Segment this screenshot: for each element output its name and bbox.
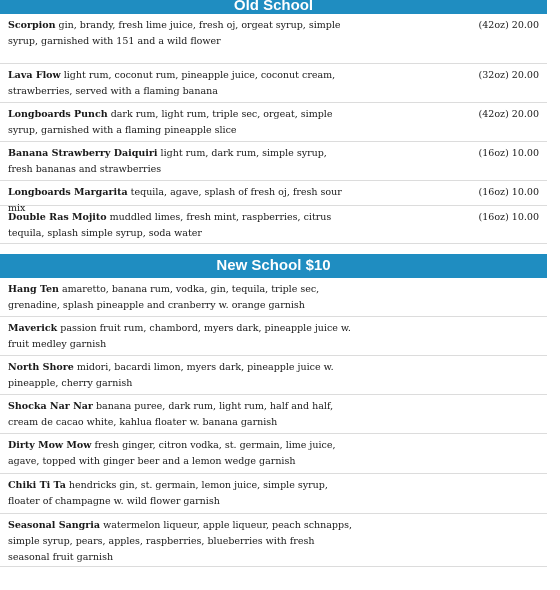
item-price: (42oz) 20.00 bbox=[478, 109, 539, 120]
menu-item bbox=[0, 356, 547, 395]
item-description: passion fruit rum, chambord, myers dark, pineapple juice w. fruit medley garnish bbox=[8, 323, 351, 350]
item-description: dark rum, light rum, triple sec, orgeat, simple syrup, garnished with a flaming pineapple slice bbox=[8, 109, 333, 136]
menu-item bbox=[0, 317, 547, 356]
item-name: Hang Ten bbox=[8, 284, 59, 295]
item-name: Shocka Nar Nar bbox=[8, 401, 93, 412]
item-description: light rum, dark rum, simple syrup, fresh bananas and strawberries bbox=[8, 148, 327, 175]
old-school-list bbox=[0, 14, 560, 244]
item-name: Chiki Ti Ta bbox=[8, 480, 66, 491]
item-description: tequila, agave, splash of fresh oj, fresh sour mix bbox=[8, 187, 342, 214]
item-description: hendricks gin, st. germain, lemon juice, simple syrup, floater of champagne w. wild flower garnish bbox=[8, 480, 328, 507]
item-name: Banana Strawberry Daiquiri bbox=[8, 148, 158, 159]
menu-item bbox=[0, 181, 547, 214]
item-description: light rum, coconut rum, pineapple juice, coconut cream, strawberries, served with a flaming banana bbox=[8, 70, 336, 97]
menu-item bbox=[0, 514, 547, 567]
item-price: (32oz) 20.00 bbox=[478, 70, 539, 81]
item-description: fresh ginger, citron vodka, st. germain, lime juice, agave, topped with ginger beer and a lemon wedge garnish bbox=[8, 440, 336, 467]
menu-item bbox=[0, 395, 547, 434]
menu-item bbox=[0, 64, 547, 103]
section-header-new-school: New School $10 bbox=[0, 254, 547, 278]
item-name: Scorpion bbox=[8, 20, 56, 31]
item-name: Dirty Mow Mow bbox=[8, 440, 92, 451]
menu-item bbox=[0, 206, 547, 244]
menu-item bbox=[0, 474, 547, 514]
menu-item bbox=[0, 278, 547, 317]
new-school-list bbox=[0, 278, 560, 567]
item-description: amaretto, banana rum, vodka, gin, tequila, triple sec, grenadine, splash pineapple and cranberry w. orange garnish bbox=[8, 284, 320, 311]
item-description: banana puree, dark rum, light rum, half and half, cream de cacao white, kahlua floater w. banana garnish bbox=[8, 401, 334, 428]
menu-item bbox=[0, 142, 547, 181]
section-header-old-school: Old School bbox=[0, 0, 547, 14]
item-name: Double Ras Mojito bbox=[8, 212, 107, 223]
item-name: Seasonal Sangria bbox=[8, 520, 101, 531]
item-price: (16oz) 10.00 bbox=[478, 187, 539, 198]
item-name: Lava Flow bbox=[8, 70, 61, 81]
item-price: (42oz) 20.00 bbox=[478, 20, 539, 31]
menu-item bbox=[0, 434, 547, 474]
item-price: (16oz) 10.00 bbox=[478, 148, 539, 159]
item-name: Longboards Margarita bbox=[8, 187, 128, 198]
item-description: muddled limes, fresh mint, raspberries, citrus tequila, splash simple syrup, soda water bbox=[8, 212, 332, 239]
item-name: Longboards Punch bbox=[8, 109, 108, 120]
menu-item bbox=[0, 103, 547, 142]
item-price: (16oz) 10.00 bbox=[478, 212, 539, 223]
menu-item bbox=[0, 14, 547, 64]
item-description: gin, brandy, fresh lime juice, fresh oj, orgeat syrup, simple syrup, garnished with 151 and a wild flower bbox=[8, 20, 341, 47]
item-name: North Shore bbox=[8, 362, 74, 373]
item-description: midori, bacardi limon, myers dark, pineapple juice w. pineapple, cherry garnish bbox=[8, 362, 334, 389]
item-name: Maverick bbox=[8, 323, 58, 334]
item-description: watermelon liqueur, apple liqueur, peach schnapps, simple syrup, pears, apples, raspberries, blueberries with fresh seasonal fruit garnish bbox=[8, 520, 352, 563]
